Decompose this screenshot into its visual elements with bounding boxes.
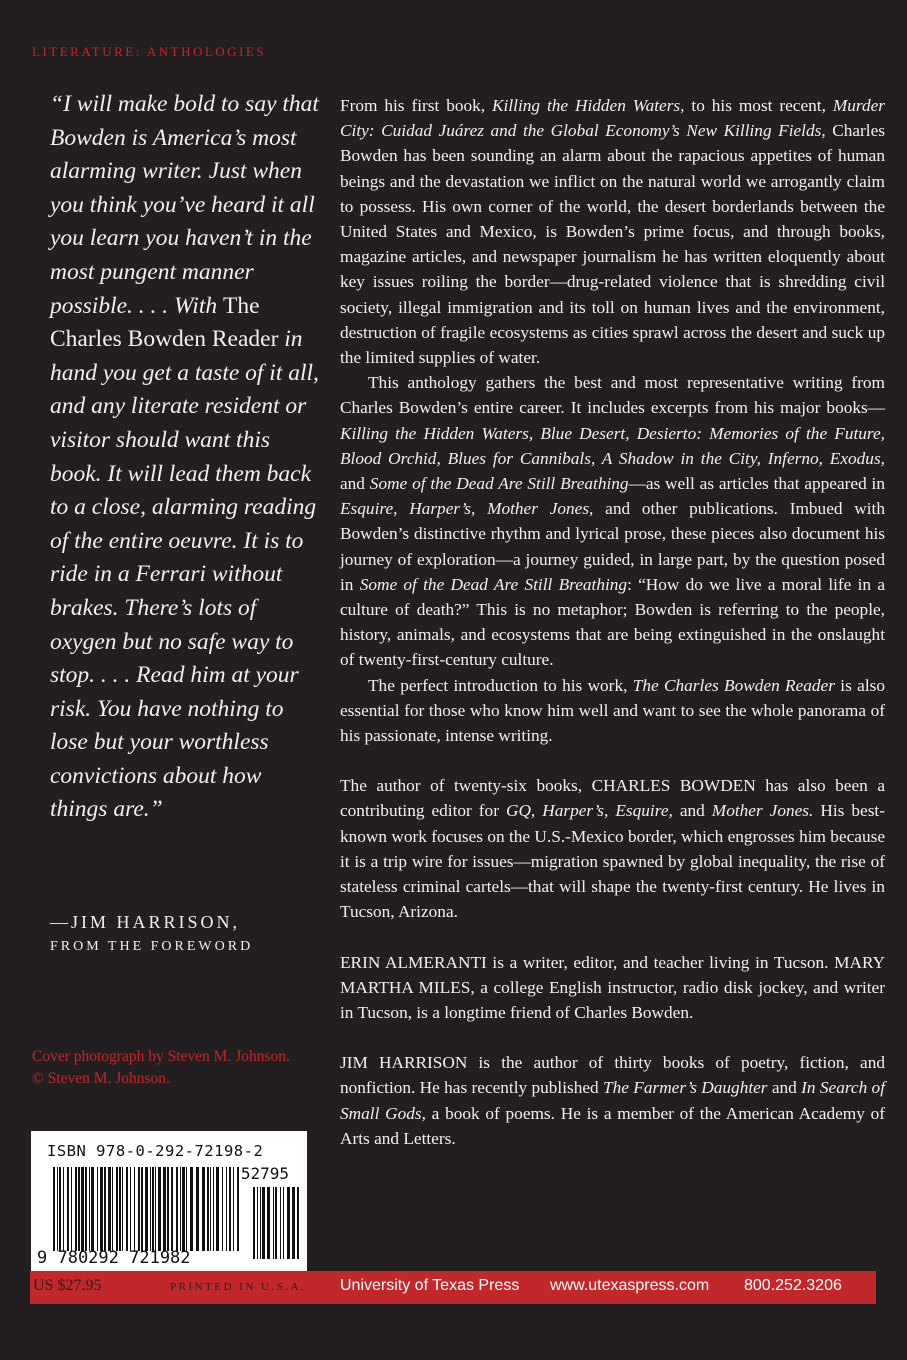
author-bio-bowden: The author of twenty-six books, CHARLES BOWDEN has also been a contributing editor for GQ, Harper’s, Esquire, and Mother Jones. His best-known work focuses on the U.S.-Mexico border, which engrosses him because it is a trip wire for issues—migration spawned by global inequality, the rise of stateless criminal cartels—that will shape the twenty-first century. He lives in Tucson, Arizona. [340,776,885,922]
barcode-bar [213,1167,214,1251]
barcode-bar [253,1187,255,1259]
barcode-bar [280,1187,281,1259]
barcode-bar [150,1167,151,1251]
barcode-bar [257,1187,258,1259]
quote-text-2: in hand you get a taste of it all, and any literate resident or visitor should want this book. It will lead them back to a close, alarming reading of the entire oeuvre. It is to ride in a Ferrari without brakes. There’s lots of oxygen but no safe way to stop. . . . Read him at your risk. You have nothing to lose but your worthless convictions about how things are.” [50,326,319,823]
barcode-bar [283,1187,284,1259]
barcode-bar [57,1167,58,1251]
barcode-bar [237,1167,239,1251]
barcode-bar [275,1187,277,1259]
barcode-bar [190,1167,193,1251]
barcode-bar [216,1167,219,1251]
description-column [340,93,885,1151]
barcode-bar [226,1167,227,1251]
editor-bios: ERIN ALMERANTI is a writer, editor, and teacher living in Tucson. MARY MARTHA MILES, a college English instructor, radio disk jockey, and writer in Tucson, is a longtime friend of Charles Bowden. [340,952,885,1022]
barcode-bar [59,1167,61,1251]
barcode-bar [180,1167,181,1251]
barcode-bar [233,1167,234,1251]
pull-quote [50,88,320,827]
footer-bar [30,1271,876,1304]
barcode-bar [260,1187,261,1259]
isbn-label: ISBN 978-0-292-72198-2 [47,1142,264,1160]
attribution-source: FROM THE FOREWORD [50,939,254,954]
barcode-bar [116,1167,118,1251]
barcode-bar [112,1167,113,1251]
barcode-bar [91,1167,94,1251]
barcode-bar [145,1167,148,1251]
publisher-name: University of Texas Press [340,1277,520,1294]
barcode-bar [273,1187,274,1259]
barcode-bar [89,1167,90,1251]
barcode-bar [78,1167,80,1251]
barcode-bar [158,1167,161,1251]
barcode-bar [155,1167,156,1251]
barcode-bar [163,1167,166,1251]
barcode-bar [97,1167,98,1251]
barcode-bar [126,1167,128,1251]
publisher-website: www.utexaspress.com [550,1277,710,1294]
barcode-bar [176,1167,178,1251]
description-paragraph-2: This anthology gathers the best and most representative writing from Charles Bowden’s entire career. It includes excerpts from his major books—Killing the Hidden Waters, Blue Desert, Desierto: Memories of the Future, Blood Orchid, Blues for Cannibals, A Shadow in the City, Inferno, Exodus, and Some of the Dead Are Still Breathing—as well as articles that appeared in Esquire, Harper’s, Mother Jones, and other publications. Imbued with Bowden’s distinctive rhythm and lyrical prose, these pieces also document his journey of exploration—a journey guided, in large part, by the question posed in Some of the Dead Are Still Breathing: “How do we live a moral life in a culture of death?” This is no metaphor; Bowden is referring to the people, history, animals, and ecosystems that are being extinguished in the onslaught of twenty-first-century culture. [340,373,885,670]
barcode-digits: 9 780292 721982 [37,1248,191,1268]
barcode-bar [104,1167,106,1251]
barcode-bar [100,1167,103,1251]
barcode-bar [171,1167,173,1251]
barcode-bar [152,1167,154,1251]
barcode-bar [222,1167,223,1251]
barcode-bar [134,1167,135,1251]
barcode-bar [122,1167,123,1251]
barcode-bar [75,1167,77,1251]
attribution-name: —JIM HARRISON, [50,912,241,932]
barcode-bar [85,1167,87,1251]
barcode-bar [63,1167,64,1251]
barcode-bar [186,1167,187,1251]
barcode-bar [182,1167,185,1251]
barcode-bar [53,1167,55,1251]
publisher-phone: 800.252.3206 [744,1277,842,1294]
barcode-bar [81,1167,84,1251]
description-paragraph-3: The perfect introduction to his work, The Charles Bowden Reader is also essential for those who know him well and want to see the whole panorama of his passionate, intense writing. [340,675,885,746]
barcode-bar [297,1187,299,1259]
barcode-price-code: 52795 [240,1164,289,1183]
barcode-bar [138,1167,140,1251]
barcode-bar [141,1167,143,1251]
ean13-bars [53,1167,239,1251]
barcode-bar [292,1187,295,1259]
barcode-bar [119,1167,121,1251]
isbn-barcode [31,1131,307,1271]
quote-book-title: The Charles Bowden Reader [50,292,279,353]
price-label: US $27.95 [33,1277,102,1294]
barcode-bar [229,1167,231,1251]
barcode-bar [202,1167,205,1251]
barcode-bar [210,1167,211,1251]
barcode-bar [130,1167,131,1251]
barcode-bar [196,1167,199,1251]
barcode-bar [262,1187,265,1259]
quote-text-1: “I will make bold to say that Bowden is America’s most alarming writer. Just when you think you’ve heard it all you learn you haven’t in the most pungent manner possible. . . . With [50,91,319,319]
barcode-bar [67,1167,69,1251]
barcode-bar [207,1167,209,1251]
barcode-bar [167,1167,169,1251]
description-paragraph-1: From his first book, Killing the Hidden Waters, to his most recent, Murder City: Cuidad Juárez and the Global Economy’s New Killing Fields, Charles Bowden has been sounding an alarm about the rapacious appetites of human beings and the devastation we inflict on the natural world we arrogantly claim to possess. His own corner of the world, the desert borderlands between the United States and Mexico, is Bowden’s prime focus, and through books, magazine articles, and newspaper journalism he has written eloquently about key issues roiling the border—drug-related violence that is shredding civil society, illegal immigration and its toll on human lives and the environment, destruction of fragile ecosystems as cities sprawl across the desert and suck up the limited supplies of water. [340,96,885,368]
category-label: LITERATURE: ANTHOLOGIES [32,44,267,59]
quote-attribution [50,912,320,955]
barcode-bar [108,1167,111,1251]
printed-in-label: PRINTED IN U.S.A. [170,1281,307,1293]
cover-credit: Cover photograph by Steven M. Johnson. © Steven M. Johnson. [32,1048,290,1087]
barcode-bar [71,1167,72,1251]
author-bio-harrison: JIM HARRISON is the author of thirty books of poetry, fiction, and nonfiction. He has recently published The Farmer’s Daughter and In Search of Small Gods, a book of poems. He is a member of the American Academy of Arts and Letters. [340,1053,885,1148]
barcode-bar [267,1187,270,1259]
price-addon-bars [253,1187,299,1259]
barcode-bar [287,1187,290,1259]
